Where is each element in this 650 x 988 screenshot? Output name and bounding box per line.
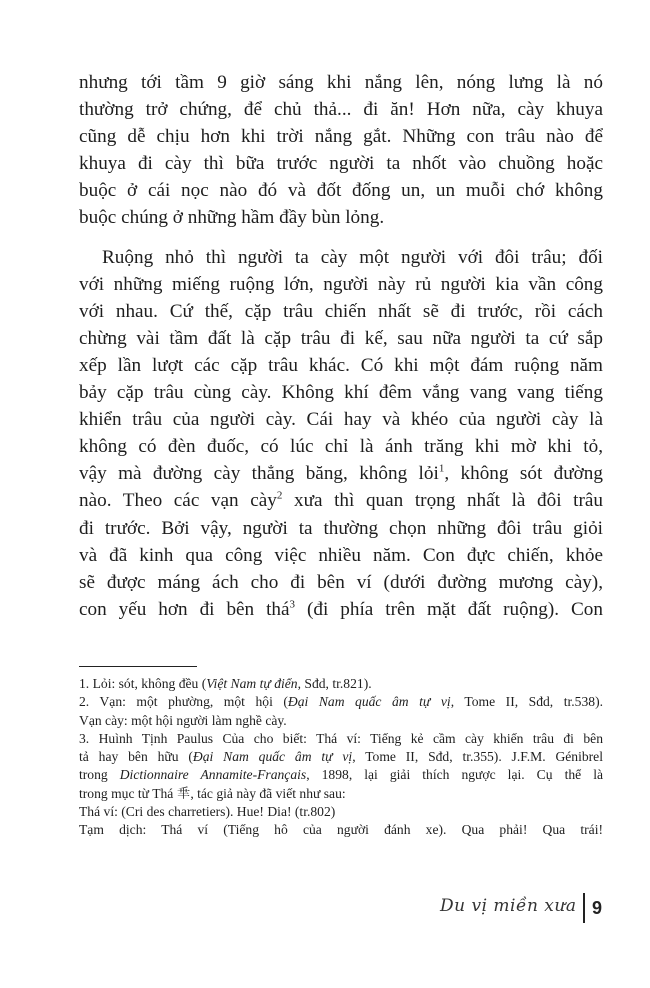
text-line: cũng dễ chịu hơn khi trời nắng gắt. Những con trâu nào để (79, 126, 603, 148)
footnote-3-cont: trong Dictionnaire Annamite-Français, 1898, lại giải thích ngược lại. Cụ thể là (79, 767, 604, 783)
footnote-2: 2. Vạn: một phường, một hội (Đại Nam quấc âm tự vị, Tome II, Sđd, tr.538). (79, 694, 603, 710)
footnote-3-cont: trong mục từ Thá 𠂯, tác giả này đã viết như sau: (79, 785, 346, 801)
text-line: buộc ở cái nọc nào đó và đốt đống un, un muỗi chớ không (79, 180, 603, 202)
text-line: con yếu hơn đi bên thá$^3$ (đi phía trên mặt đất ruộng). Con (79, 598, 603, 620)
footnote-ref-1[interactable]: 1 (438, 462, 445, 475)
footnote-1: 1. Lỏi: sót, không đều (Việt Nam tự điển, Sđd, tr.821). (79, 676, 372, 691)
text-line: nào. Theo các vạn cày$^2$ xưa thì quan trọng nhất là đôi trâu (79, 490, 603, 512)
footnote-3-cont: Thá ví: (Cri des charretiers). Hue! Dia! (tr.802) (79, 804, 336, 820)
footnote-ref-3[interactable]: 3 (289, 598, 296, 611)
text-line: thường trở chứng, để chủ thả... đi ăn! Hơn nữa, cày khuya (79, 99, 603, 121)
paragraph-1 (79, 69, 603, 232)
footnote-3: 3. Huình Tịnh Paulus Của cho biết: Thá ví: Tiếng kẻ cầm cày khiến trâu đi bên (79, 730, 603, 746)
body-text (79, 69, 603, 623)
paragraph-2 (79, 244, 603, 623)
text-line: không có đèn đuốc, có lúc chỉ là ánh trăng khi mờ khi tỏ, (79, 436, 603, 458)
text-line: đi trước. Bởi vậy, người ta thường chọn những đôi trâu giỏi (79, 517, 603, 539)
text-line: bảy cặp trâu cùng cày. Không khí đêm vắng vang vang tiếng (79, 382, 603, 404)
footnote-3-cont: tả hay bên hữu (Đại Nam quấc âm tự vị, Tome II, Sđd, tr.355). J.F.M. Génibrel (79, 749, 603, 765)
text-line: khuya đi cày thì bữa trước người ta nhốt vào chuồng hoặc (79, 153, 603, 175)
text-line: khiển trâu của người cày. Cái hay và khéo của người cày là (79, 409, 603, 431)
footnote-2-cont: Vạn cày: một hội người làm nghề cày. (79, 712, 287, 728)
footnote-3-cont: Tạm dịch: Thá ví (Tiếng hô của người đánh xe). Qua phải! Qua trái! (79, 822, 603, 838)
text-line: sẽ được máng ách cho đi bên ví (dưới đường mương cày), (79, 571, 603, 593)
footnotes (79, 675, 603, 840)
text-line: buộc chúng ở những hầm đầy bùn lỏng. (79, 207, 385, 229)
text-line: với những miếng ruộng lớn, người này rủ người kia vần công (79, 273, 603, 295)
text-line: Ruộng nhỏ thì người ta cày một người với đôi trâu; đối (102, 246, 603, 268)
text-line: nhưng tới tầm 9 giờ sáng khi nắng lên, nóng lưng là nó (79, 72, 603, 93)
text-line: với nhau. Cứ thế, cặp trâu chiến nhất sẽ đi trước, rồi cách (79, 300, 603, 322)
footnote-ref-2[interactable]: 2 (276, 490, 283, 503)
text-line: và đã kinh qua công việc nhiều năm. Con đực chiến, khỏe (79, 544, 603, 566)
running-footer-title: Du vị miền xưa (440, 896, 577, 916)
text-line: chừng vài tầm đất là cặp trâu đi kế, sau nữa người ta cứ sắp (79, 327, 603, 349)
footer-divider (583, 893, 585, 923)
text-line: vậy mà đường cày thẳng băng, không lỏi$^1$, không sót đường (79, 462, 603, 485)
page-number: 9 (592, 898, 603, 918)
footnote-divider (79, 666, 197, 667)
text-line: xếp lần lượt các cặp trâu khác. Có khi một đám ruộng năm (79, 354, 603, 376)
